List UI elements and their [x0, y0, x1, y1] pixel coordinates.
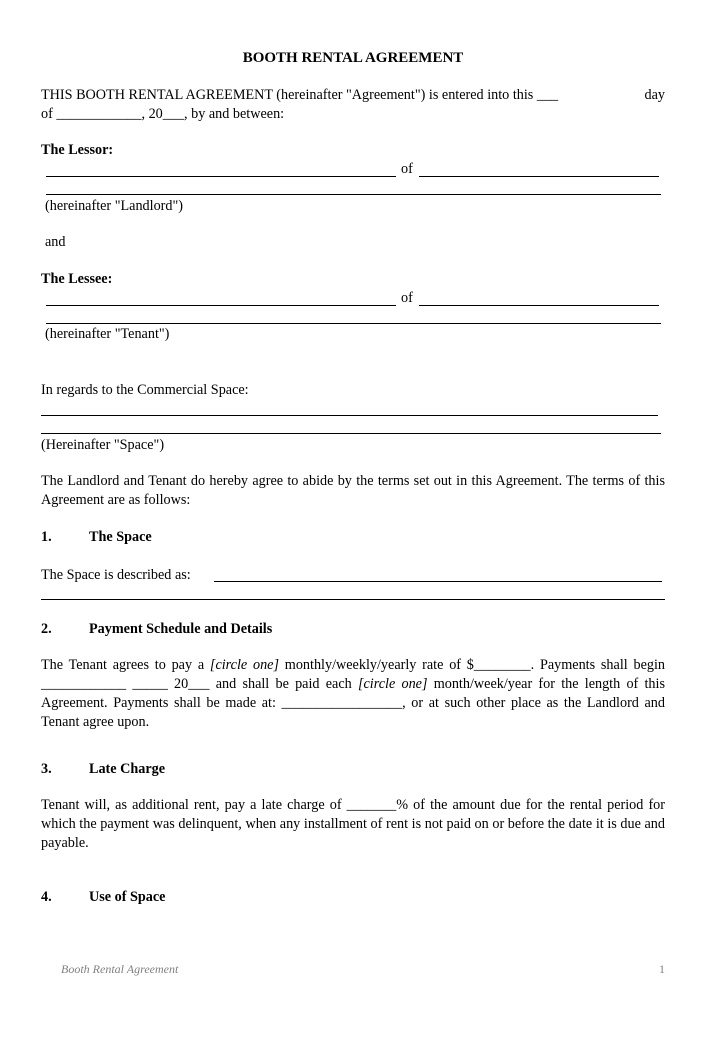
- section-3-heading: [41, 760, 165, 779]
- intro-line-2: of ____________, 20___, by and between:: [41, 106, 285, 122]
- section-title: Use of Space: [89, 889, 166, 905]
- lessor-address-line-2[interactable]: [46, 194, 661, 195]
- payment-text-1: The Tenant agrees to pay a: [41, 657, 210, 673]
- lessee-address-line-2[interactable]: [46, 323, 661, 324]
- space-intro: In regards to the Commercial Space:: [41, 382, 249, 398]
- section-title: The Space: [89, 529, 152, 545]
- lessor-of-label: of: [401, 161, 413, 177]
- lessee-name-line[interactable]: [46, 305, 396, 306]
- document-title: BOOTH RENTAL AGREEMENT: [242, 50, 464, 66]
- late-charge-paragraph: Tenant will, as additional rent, pay a late charge of _______% of the amount due for the rental period for which the payment was delinquent, when any installment of rent is not paid on or before the date it is due and payable.: [41, 797, 665, 851]
- landlord-note: (hereinafter "Landlord"): [45, 198, 184, 214]
- section-number: 4.: [41, 889, 52, 905]
- intro-line-1: [41, 86, 665, 105]
- footer-title: Booth Rental Agreement: [61, 962, 179, 976]
- intro-text: THIS BOOTH RENTAL AGREEMENT (hereinafter "Agreement") is entered into this ___: [41, 87, 559, 103]
- section-2-heading: [41, 620, 272, 639]
- circle-one-note: [circle one]: [357, 676, 428, 692]
- space-description-line-2[interactable]: [41, 599, 665, 600]
- payment-text-3: month/week/year for the length of this Agreement. Payments shall be made at: _________________, or at such other place as the Landlord and Tenant agree upon.: [41, 676, 665, 730]
- section-title: Payment Schedule and Details: [89, 621, 273, 637]
- intro-day: day: [644, 87, 665, 103]
- section-number: 3.: [41, 761, 52, 777]
- space-line-2[interactable]: [41, 433, 661, 434]
- and-label: and: [45, 234, 66, 250]
- lessor-heading: The Lessor:: [41, 142, 114, 158]
- space-description-line-1[interactable]: [214, 581, 662, 582]
- section-4-heading: [41, 888, 165, 907]
- section-number: 1.: [41, 529, 52, 545]
- tenant-note: (hereinafter "Tenant"): [45, 326, 170, 342]
- section-title: Late Charge: [89, 761, 166, 777]
- circle-one-note: [circle one]: [209, 657, 279, 673]
- payment-text-2: monthly/weekly/yearly rate of $________. Payments shall begin ____________ _____ 20___ and shall be paid each: [41, 657, 665, 692]
- page-number: 1: [659, 962, 665, 976]
- section-1-heading: [41, 528, 152, 547]
- lessee-address-line[interactable]: [419, 305, 659, 306]
- lessor-name-line[interactable]: [46, 176, 396, 177]
- space-described-label: The Space is described as:: [41, 567, 191, 583]
- space-line-1[interactable]: [41, 415, 658, 416]
- section-number: 2.: [41, 621, 52, 637]
- lessee-heading: The Lessee:: [41, 271, 113, 287]
- payment-paragraph: [41, 656, 665, 732]
- lessor-address-line[interactable]: [419, 176, 659, 177]
- lessee-of-label: of: [401, 290, 413, 306]
- agreement-terms-paragraph: The Landlord and Tenant do hereby agree to abide by the terms set out in this Agreement. The terms of this Agreement are as follows:: [41, 473, 665, 508]
- space-note: (Hereinafter "Space"): [41, 437, 165, 453]
